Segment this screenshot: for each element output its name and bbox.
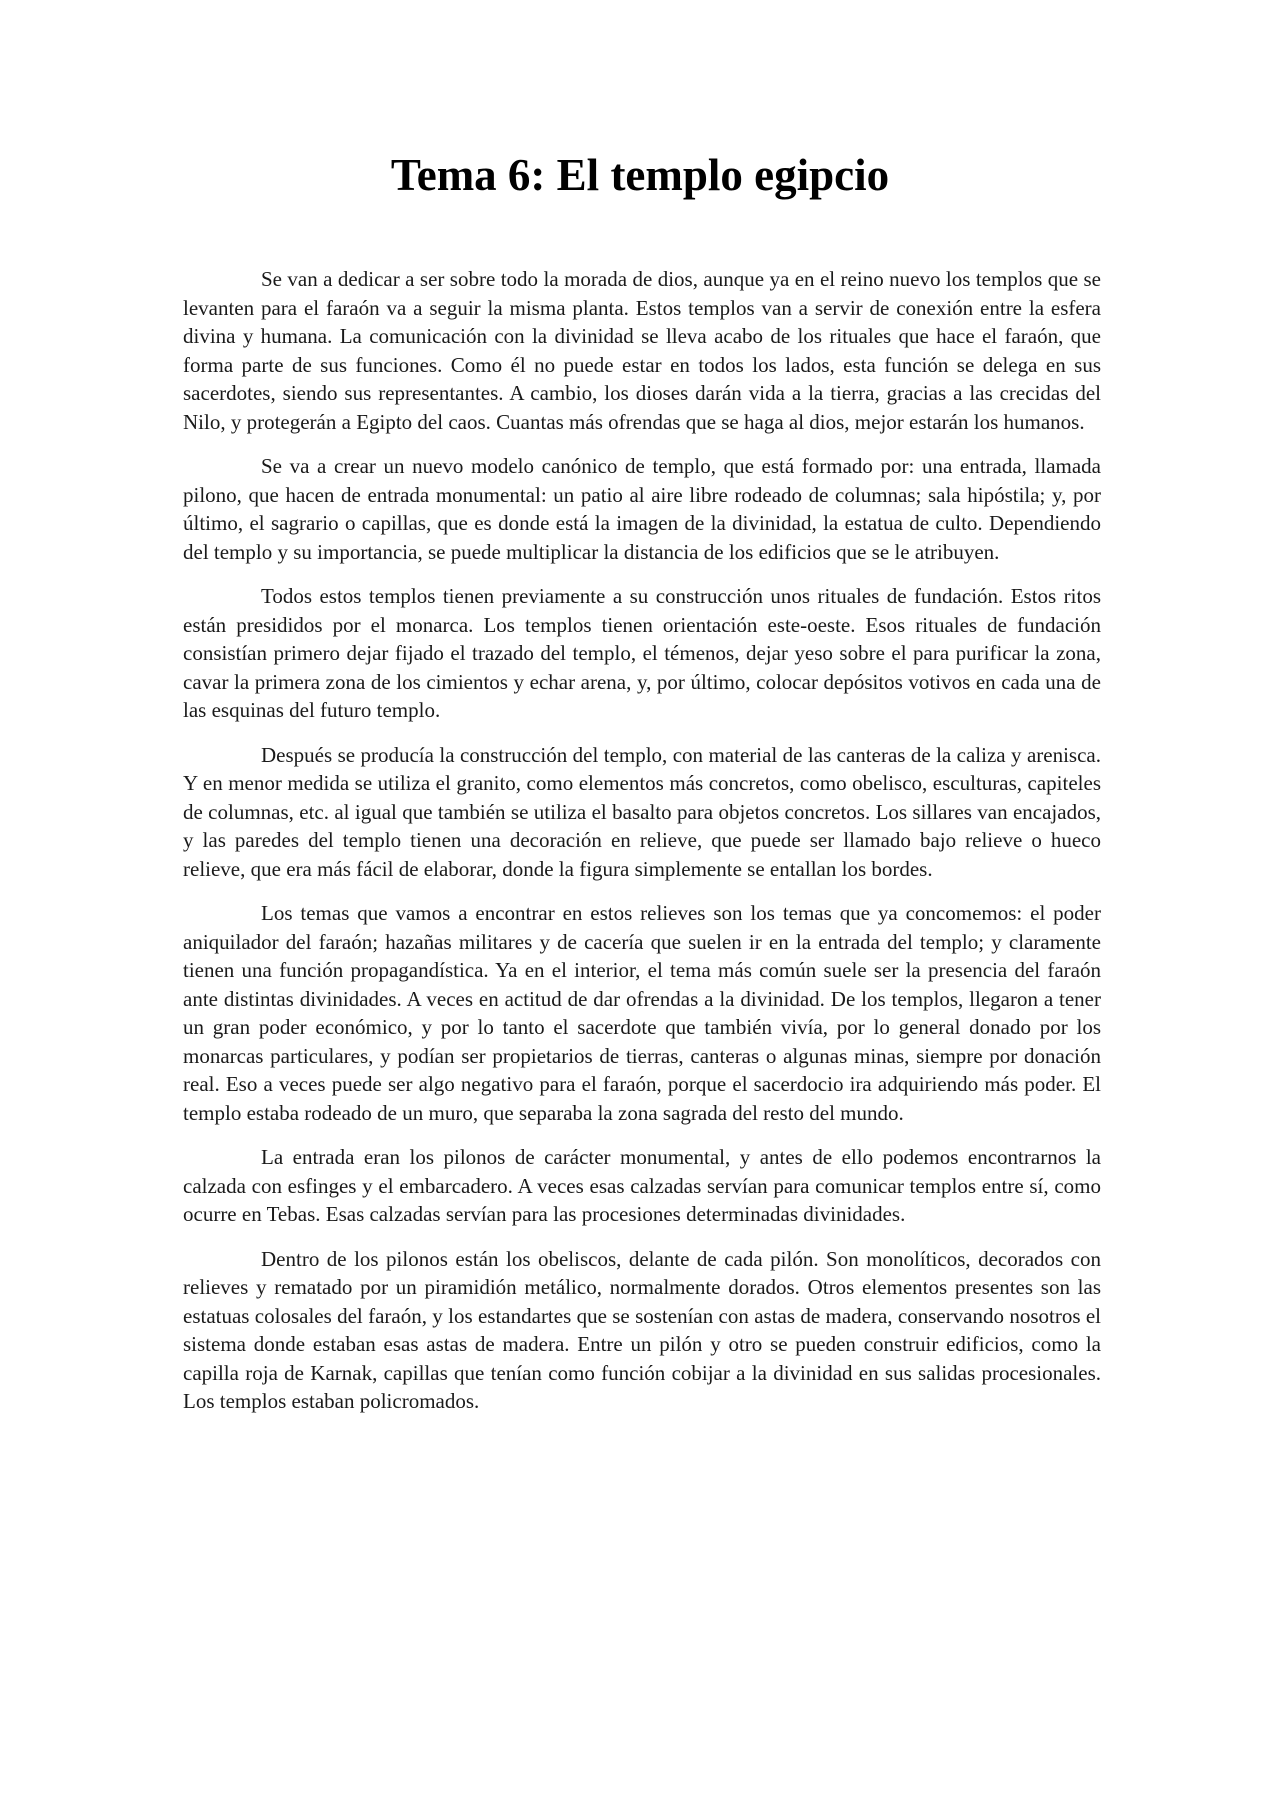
paragraph: Se va a crear un nuevo modelo canónico de templo, que está formado por: una entrada, llamada pilono, que hacen de entrada monumental: un patio al aire libre rodeado de columnas; sala hipóstila; y, por último, el sagrario o capillas, que es donde está la imagen de la divinidad, la estatua de culto. Dependiendo del templo y su importancia, se puede multiplicar la distancia de los edificios que se le atribuyen. [183,454,1101,564]
document-title: Tema 6: El templo egipcio [390,150,890,200]
paragraph: Todos estos templos tienen previamente a su construcción unos rituales de fundación. Estos ritos están presididos por el monarca. Los templos tienen orientación este-oeste. Esos rituales de fundación consistían primero dejar fijado el trazado del templo, el témenos, dejar yeso sobre el para purificar la zona, cavar la primera zona de los cimientos y echar arena, y, por último, colocar depósitos votivos en cada una de las esquinas del futuro templo. [183,584,1101,722]
document-body [183,265,1101,1432]
paragraph: Los temas que vamos a encontrar en estos relieves son los temas que ya concomemos: el poder aniquilador del faraón; hazañas militares y de cacería que suelen ir en la entrada del templo; y claramente tienen una función propagandística. Ya en el interior, el tema más común suele ser la presencia del faraón ante distintas divinidades. A veces en actitud de dar ofrendas a la divinidad. De los templos, llegaron a tener un gran poder económico, y por lo tanto el sacerdote que también vivía, por lo general donado por los monarcas particulares, y podían ser propietarios de tierras, canteras o algunas minas, siempre por donación real. Eso a veces puede ser algo negativo para el faraón, porque el sacerdocio ira adquiriendo más poder. El templo estaba rodeado de un muro, que separaba la zona sagrada del resto del mundo. [183,901,1101,1125]
paragraph: Dentro de los pilonos están los obeliscos, delante de cada pilón. Son monolíticos, decorados con relieves y rematado por un piramidión metálico, normalmente dorados. Otros elementos presentes son las estatuas colosales del faraón, y los estandartes que se sostenían con astas de madera, conservando nosotros el sistema donde estaban esas astas de madera. Entre un pilón y otro se pueden construir edificios, como la capilla roja de Karnak, capillas que tenían como función cobijar a la divinidad en sus salidas procesionales. Los templos estaban policromados. [183,1246,1101,1413]
paragraph: Se van a dedicar a ser sobre todo la morada de dios, aunque ya en el reino nuevo los templos que se levanten para el faraón va a seguir la misma planta. Estos templos van a servir de conexión entre la esfera divina y humana. La comunicación con la divinidad se lleva acabo de los rituales que hace el faraón, que forma parte de sus funciones. Como él no puede estar en todos los lados, esta función se delega en sus sacerdotes, siendo sus representantes. A cambio, los dioses darán vida a la tierra, gracias a las crecidas del Nilo, y protegerán a Egipto del caos. Cuantas más ofrendas que se haga al dios, mejor estarán los humanos. [183,267,1101,434]
paragraph: Después se producía la construcción del templo, con material de las canteras de la caliza y arenisca. Y en menor medida se utiliza el granito, como elementos más concretos, como obelisco, esculturas, capiteles de columnas, etc. al igual que también se utiliza el basalto para objetos concretos. Los sillares van encajados, y las paredes del templo tienen una decoración en relieve, que puede ser llamado bajo relieve o hueco relieve, que era más fácil de elaborar, donde la figura simplemente se entallan los bordes. [183,742,1101,881]
paragraph: La entrada eran los pilonos de carácter monumental, y antes de ello podemos encontrarnos la calzada con esfinges y el embarcadero. A veces esas calzadas servían para comunicar templos entre sí, como ocurre en Tebas. Esas calzadas servían para las procesiones determinadas divinidades. [183,1145,1101,1226]
